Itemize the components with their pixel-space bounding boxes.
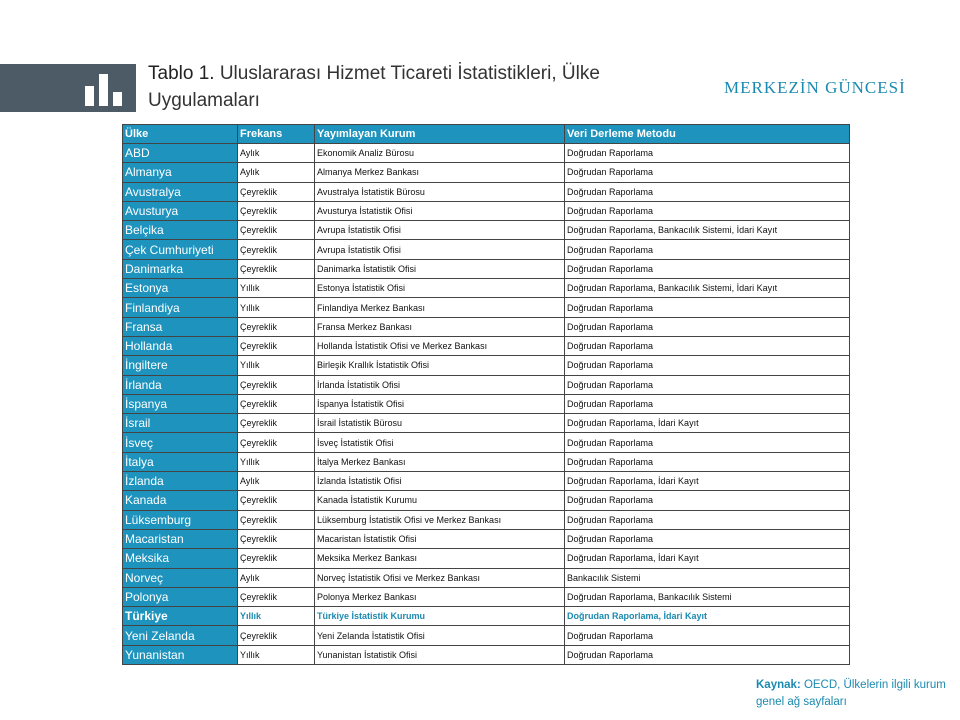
title-prefix: Tablo 1. xyxy=(148,63,215,84)
cell-country: Çek Cumhuriyeti xyxy=(123,240,238,259)
table-row xyxy=(123,279,850,298)
table-row xyxy=(123,529,850,548)
table-row xyxy=(123,201,850,220)
cell-institution: İsrail İstatistik Bürosu xyxy=(315,414,565,433)
cell-country: İsrail xyxy=(123,414,238,433)
page-title xyxy=(148,60,708,114)
cell-method: Doğrudan Raporlama xyxy=(565,491,850,510)
cell-method: Doğrudan Raporlama xyxy=(565,163,850,182)
cell-institution: Lüksemburg İstatistik Ofisi ve Merkez Bankası xyxy=(315,510,565,529)
cell-frequency: Çeyreklik xyxy=(238,587,315,606)
cell-method: Doğrudan Raporlama xyxy=(565,201,850,220)
cell-frequency: Yıllık xyxy=(238,298,315,317)
cell-country: Danimarka xyxy=(123,259,238,278)
cell-country: Estonya xyxy=(123,279,238,298)
cell-frequency: Çeyreklik xyxy=(238,510,315,529)
table-row xyxy=(123,645,850,664)
cell-country: Almanya xyxy=(123,163,238,182)
table-row xyxy=(123,356,850,375)
countries-table xyxy=(122,124,850,665)
cell-country: Türkiye xyxy=(123,607,238,626)
cell-institution: Yunanistan İstatistik Ofisi xyxy=(315,645,565,664)
table-body xyxy=(123,144,850,665)
title-text: Uluslararası Hizmet Ticareti İstatistikleri, Ülke Uygulamaları xyxy=(148,63,600,111)
cell-method: Doğrudan Raporlama xyxy=(565,336,850,355)
cell-institution: Avusturya İstatistik Ofisi xyxy=(315,201,565,220)
cell-country: Finlandiya xyxy=(123,298,238,317)
table-row xyxy=(123,452,850,471)
cell-country: Avusturya xyxy=(123,201,238,220)
cell-country: İsveç xyxy=(123,433,238,452)
table-row xyxy=(123,433,850,452)
cell-frequency: Aylık xyxy=(238,568,315,587)
cell-frequency: Aylık xyxy=(238,144,315,163)
cell-country: Yunanistan xyxy=(123,645,238,664)
table-row xyxy=(123,626,850,645)
cell-country: ABD xyxy=(123,144,238,163)
cell-frequency: Çeyreklik xyxy=(238,375,315,394)
cell-method: Doğrudan Raporlama xyxy=(565,144,850,163)
cell-frequency: Aylık xyxy=(238,163,315,182)
cell-institution: Estonya İstatistik Ofisi xyxy=(315,279,565,298)
cell-institution: Danimarka İstatistik Ofisi xyxy=(315,259,565,278)
cell-method: Doğrudan Raporlama xyxy=(565,298,850,317)
cell-institution: Avrupa İstatistik Ofisi xyxy=(315,221,565,240)
cell-institution: İtalya Merkez Bankası xyxy=(315,452,565,471)
table-row xyxy=(123,394,850,413)
column-header-country: Ülke xyxy=(123,125,238,144)
cell-frequency: Çeyreklik xyxy=(238,259,315,278)
cell-method: Doğrudan Raporlama xyxy=(565,356,850,375)
cell-method: Doğrudan Raporlama xyxy=(565,240,850,259)
cell-method: Doğrudan Raporlama xyxy=(565,394,850,413)
cell-frequency: Aylık xyxy=(238,472,315,491)
cell-method: Doğrudan Raporlama xyxy=(565,182,850,201)
cell-country: Kanada xyxy=(123,491,238,510)
cell-frequency: Çeyreklik xyxy=(238,317,315,336)
cell-institution: Finlandiya Merkez Bankası xyxy=(315,298,565,317)
cell-institution: İrlanda İstatistik Ofisi xyxy=(315,375,565,394)
cell-institution: Kanada İstatistik Kurumu xyxy=(315,491,565,510)
cell-institution: Hollanda İstatistik Ofisi ve Merkez Bankası xyxy=(315,336,565,355)
cell-frequency: Çeyreklik xyxy=(238,221,315,240)
table-row xyxy=(123,587,850,606)
column-header-institution: Yayımlayan Kurum xyxy=(315,125,565,144)
cell-method: Doğrudan Raporlama, Bankacılık Sistemi, İdari Kayıt xyxy=(565,221,850,240)
cell-institution: Norveç İstatistik Ofisi ve Merkez Bankası xyxy=(315,568,565,587)
cell-country: Yeni Zelanda xyxy=(123,626,238,645)
cell-method: Doğrudan Raporlama, İdari Kayıt xyxy=(565,472,850,491)
cell-country: Belçika xyxy=(123,221,238,240)
cell-country: Norveç xyxy=(123,568,238,587)
cell-institution: Avustralya İstatistik Bürosu xyxy=(315,182,565,201)
cell-country: Avustralya xyxy=(123,182,238,201)
cell-method: Doğrudan Raporlama xyxy=(565,375,850,394)
table-row xyxy=(123,317,850,336)
cell-institution: Birleşik Krallık İstatistik Ofisi xyxy=(315,356,565,375)
title-banner xyxy=(0,64,136,112)
cell-country: Macaristan xyxy=(123,529,238,548)
cell-frequency: Çeyreklik xyxy=(238,414,315,433)
table-row xyxy=(123,240,850,259)
source-text: OECD, Ülkelerin ilgili kurum genel ağ sayfaları xyxy=(756,679,946,708)
cell-frequency: Çeyreklik xyxy=(238,240,315,259)
table-row xyxy=(123,491,850,510)
cell-institution: İzlanda İstatistik Ofisi xyxy=(315,472,565,491)
cell-country: İrlanda xyxy=(123,375,238,394)
cell-country: İngiltere xyxy=(123,356,238,375)
cell-institution: Meksika Merkez Bankası xyxy=(315,549,565,568)
column-header-method: Veri Derleme Metodu xyxy=(565,125,850,144)
cell-frequency: Yıllık xyxy=(238,607,315,626)
bar-chart-icon xyxy=(84,72,126,106)
cell-method: Doğrudan Raporlama, Bankacılık Sistemi xyxy=(565,587,850,606)
cell-frequency: Çeyreklik xyxy=(238,201,315,220)
table-row xyxy=(123,259,850,278)
cell-method: Doğrudan Raporlama, İdari Kayıt xyxy=(565,414,850,433)
cell-institution: Avrupa İstatistik Ofisi xyxy=(315,240,565,259)
cell-method: Bankacılık Sistemi xyxy=(565,568,850,587)
table-row xyxy=(123,375,850,394)
cell-method: Doğrudan Raporlama xyxy=(565,433,850,452)
cell-institution: Türkiye İstatistik Kurumu xyxy=(315,607,565,626)
table-row xyxy=(123,221,850,240)
cell-method: Doğrudan Raporlama xyxy=(565,452,850,471)
cell-institution: Polonya Merkez Bankası xyxy=(315,587,565,606)
cell-country: Hollanda xyxy=(123,336,238,355)
cell-country: İtalya xyxy=(123,452,238,471)
table-row xyxy=(123,144,850,163)
source-note xyxy=(756,677,946,711)
table-row xyxy=(123,549,850,568)
cell-country: İzlanda xyxy=(123,472,238,491)
cell-frequency: Çeyreklik xyxy=(238,433,315,452)
cell-frequency: Yıllık xyxy=(238,279,315,298)
cell-method: Doğrudan Raporlama xyxy=(565,626,850,645)
cell-frequency: Çeyreklik xyxy=(238,491,315,510)
cell-country: Polonya xyxy=(123,587,238,606)
cell-country: Fransa xyxy=(123,317,238,336)
table-row xyxy=(123,607,850,626)
cell-institution: Macaristan İstatistik Ofisi xyxy=(315,529,565,548)
cell-frequency: Çeyreklik xyxy=(238,549,315,568)
cell-frequency: Yıllık xyxy=(238,452,315,471)
cell-method: Doğrudan Raporlama xyxy=(565,510,850,529)
table-row xyxy=(123,510,850,529)
cell-frequency: Çeyreklik xyxy=(238,529,315,548)
cell-institution: Ekonomik Analiz Bürosu xyxy=(315,144,565,163)
cell-method: Doğrudan Raporlama xyxy=(565,645,850,664)
brand-logo: MERKEZİN GÜNCESİ xyxy=(724,78,906,97)
cell-frequency: Yıllık xyxy=(238,356,315,375)
cell-frequency: Çeyreklik xyxy=(238,626,315,645)
cell-frequency: Çeyreklik xyxy=(238,394,315,413)
table-header-row xyxy=(123,125,850,144)
cell-frequency: Çeyreklik xyxy=(238,182,315,201)
cell-method: Doğrudan Raporlama xyxy=(565,259,850,278)
cell-institution: Fransa Merkez Bankası xyxy=(315,317,565,336)
cell-institution: İsveç İstatistik Ofisi xyxy=(315,433,565,452)
cell-institution: İspanya İstatistik Ofisi xyxy=(315,394,565,413)
source-label: Kaynak: xyxy=(756,679,801,691)
cell-method: Doğrudan Raporlama, İdari Kayıt xyxy=(565,607,850,626)
table-row xyxy=(123,298,850,317)
cell-frequency: Yıllık xyxy=(238,645,315,664)
table-row xyxy=(123,336,850,355)
table-row xyxy=(123,182,850,201)
cell-country: Lüksemburg xyxy=(123,510,238,529)
table-row xyxy=(123,568,850,587)
table-row xyxy=(123,163,850,182)
cell-frequency: Çeyreklik xyxy=(238,336,315,355)
cell-method: Doğrudan Raporlama xyxy=(565,529,850,548)
cell-method: Doğrudan Raporlama, Bankacılık Sistemi, İdari Kayıt xyxy=(565,279,850,298)
cell-method: Doğrudan Raporlama xyxy=(565,317,850,336)
cell-institution: Yeni Zelanda İstatistik Ofisi xyxy=(315,626,565,645)
table-row xyxy=(123,414,850,433)
cell-country: Meksika xyxy=(123,549,238,568)
cell-institution: Almanya Merkez Bankası xyxy=(315,163,565,182)
cell-country: İspanya xyxy=(123,394,238,413)
column-header-frequency: Frekans xyxy=(238,125,315,144)
table-row xyxy=(123,472,850,491)
cell-method: Doğrudan Raporlama, İdari Kayıt xyxy=(565,549,850,568)
